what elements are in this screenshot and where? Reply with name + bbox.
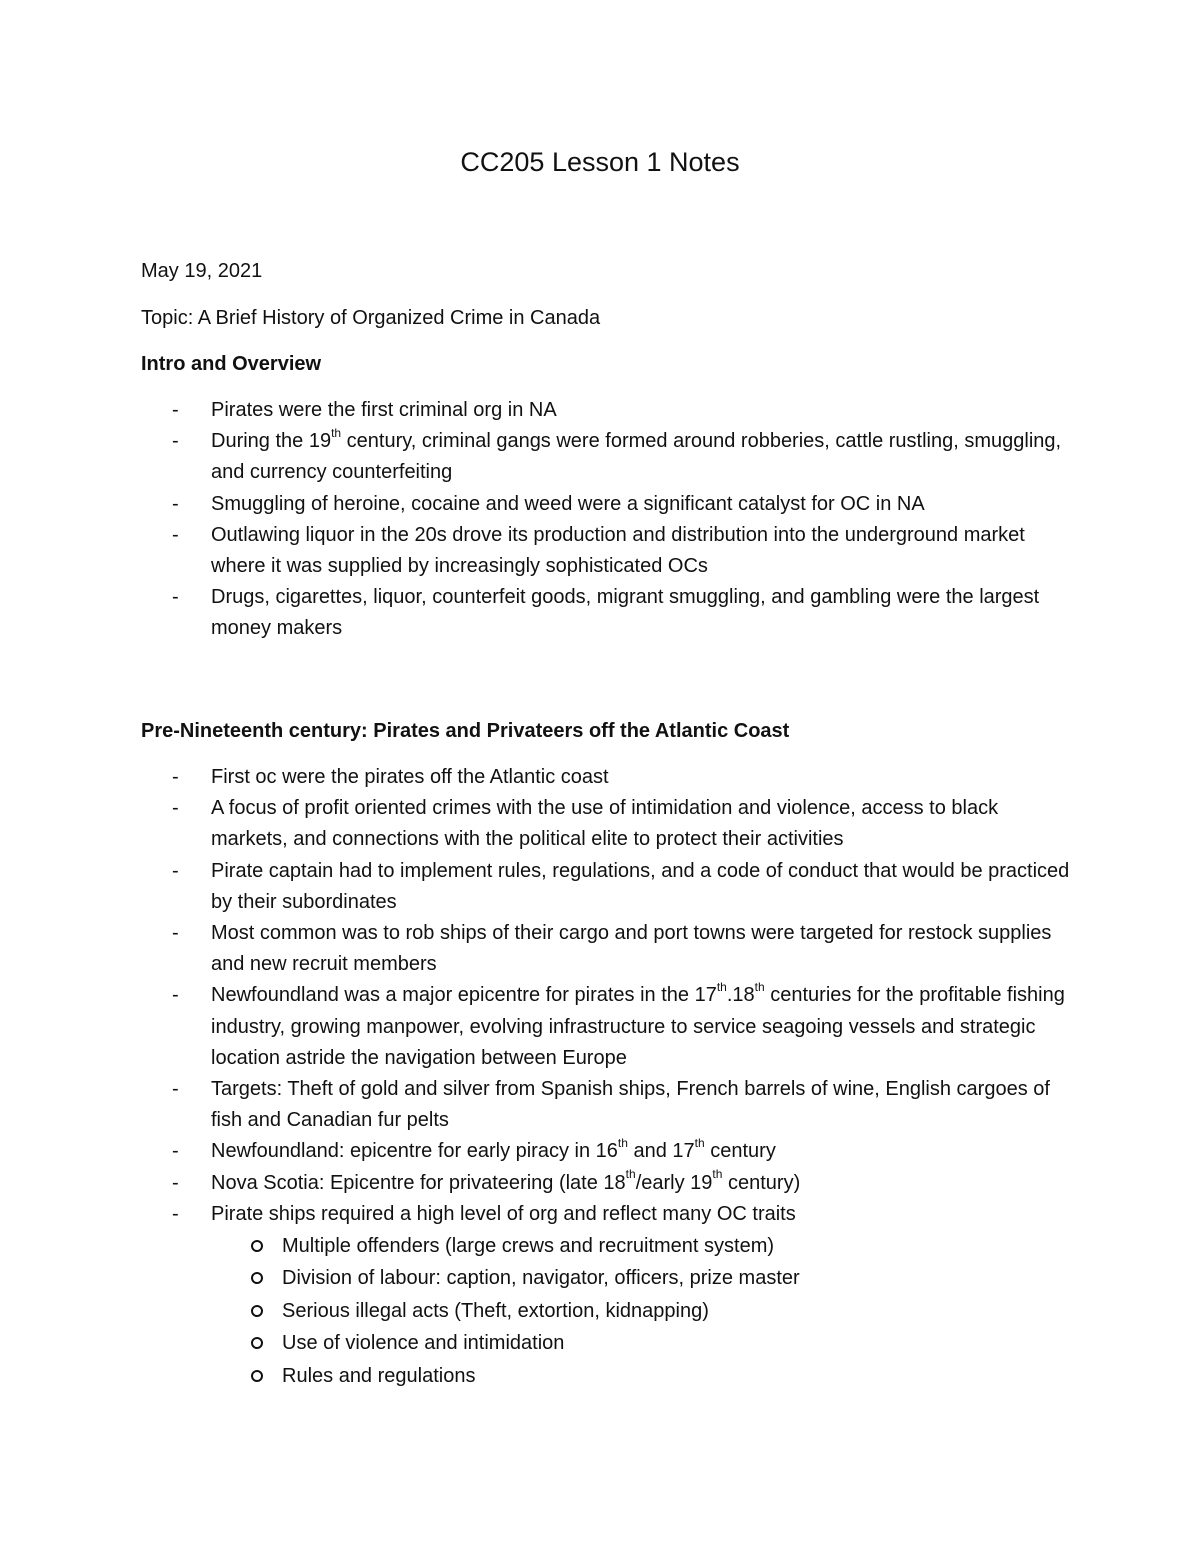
list-item-text: Smuggling of heroine, cocaine and weed were a significant catalyst for OC in NA (211, 492, 925, 515)
pirates-bullet-list (172, 762, 1072, 1392)
list-item-text: Newfoundland: epicentre for early piracy in 16 (211, 1140, 618, 1163)
document-title: CC205 Lesson 1 Notes (460, 147, 740, 177)
dash-bullet: - (172, 984, 179, 1007)
dash-bullet: - (172, 430, 179, 453)
list-item-text: Nova Scotia: Epicentre for privateering (late 18 (211, 1171, 626, 1194)
list-item-text: Targets: Theft of gold and silver from Spanish ships, French barrels of wine, English cargoes of fish and Canadian fur pelts (211, 1078, 1050, 1132)
list-item-text: Pirate ships required a high level of org and reflect many OC traits (211, 1202, 796, 1225)
list-item-text: century (704, 1140, 776, 1163)
list-item (172, 582, 1072, 644)
superscript: th (712, 1166, 723, 1181)
list-item-text: century) (722, 1171, 801, 1194)
list-item-text: .18 (726, 984, 755, 1007)
list-item (172, 918, 1072, 980)
list-item-text: century, criminal gangs were formed around robberies, cattle rustling, smuggling, and currency counterfeiting (211, 430, 1062, 484)
sub-list-item-text: Rules and regulations (282, 1364, 476, 1387)
sub-list-item (211, 1295, 1072, 1327)
dash-bullet: - (172, 766, 179, 788)
sub-list-item-text: Serious illegal acts (Theft, extortion, kidnapping) (282, 1299, 709, 1322)
topic-line: Topic: A Brief History of Organized Crime in Canada (141, 307, 601, 329)
dash-bullet: - (172, 1078, 179, 1101)
dash-bullet: - (172, 1171, 179, 1194)
section-heading-intro: Intro and Overview (141, 353, 322, 375)
dash-bullet: - (172, 586, 179, 609)
circle-bullet-icon (251, 1370, 263, 1382)
sub-list-item-text: Division of labour: caption, navigator, officers, prize master (282, 1267, 800, 1290)
superscript: th (625, 1166, 636, 1181)
sub-list-item (211, 1262, 1072, 1294)
list-item-text: Drugs, cigarettes, liquor, counterfeit goods, migrant smuggling, and gambling were the largest money makers (211, 586, 1040, 640)
list-item-text: A focus of profit oriented crimes with the use of intimidation and violence, access to black markets, and connections with the political elite to protect their activities (211, 797, 999, 851)
list-item (172, 1136, 1072, 1167)
list-item (172, 856, 1072, 918)
circle-bullet-icon (251, 1337, 263, 1349)
list-item (172, 520, 1072, 582)
list-item-text: Pirates were the first criminal org in NA (211, 399, 557, 421)
dash-bullet: - (172, 1140, 179, 1163)
sub-list-item (211, 1230, 1072, 1262)
superscript: th (331, 425, 342, 440)
dash-bullet: - (172, 523, 179, 546)
dash-bullet: - (172, 492, 179, 515)
dash-bullet: - (172, 797, 179, 820)
section-heading-pre-nineteenth: Pre-Nineteenth century: Pirates and Privateers off the Atlantic Coast (141, 720, 790, 742)
list-item-text: Outlawing liquor in the 20s drove its production and distribution into the underground market where it was supplied by increasingly sophisticated OCs (211, 523, 1025, 578)
superscript: th (716, 979, 727, 994)
list-item (172, 426, 1072, 488)
list-item (172, 762, 1072, 793)
dash-bullet: - (172, 922, 179, 945)
sub-list-item (211, 1327, 1072, 1359)
list-item-text: Pirate captain had to implement rules, regulations, and a code of conduct that would be practiced by their subordinates (211, 859, 1070, 913)
circle-bullet-icon (251, 1272, 263, 1284)
list-item-text: /early 19 (635, 1171, 713, 1194)
list-item-text: Newfoundland was a major epicentre for pirates in the 17 (211, 984, 717, 1007)
circle-bullet-icon (251, 1305, 263, 1317)
sub-list-item (211, 1360, 1072, 1392)
list-item (172, 1199, 1072, 1392)
dash-bullet: - (172, 859, 179, 882)
list-item-text: centuries for the profitable fishing industry, growing manpower, evolving infrastructure to service seagoing vessels and strategic location astride the navigation between Europe (211, 984, 1065, 1069)
traits-sub-list (211, 1230, 1072, 1392)
list-item (172, 980, 1072, 1074)
date-line: May 19, 2021 (141, 260, 263, 282)
list-item-text: First oc were the pirates off the Atlantic coast (211, 766, 609, 788)
list-item-text: During the 19 (211, 430, 332, 453)
circle-bullet-icon (251, 1240, 263, 1252)
superscript: th (754, 979, 765, 994)
list-item (172, 793, 1072, 855)
superscript: th (617, 1135, 628, 1150)
list-item (172, 1168, 1072, 1199)
list-item-text: Most common was to rob ships of their cargo and port towns were targeted for restock supplies and new recruit members (211, 922, 1052, 976)
list-item (172, 1074, 1072, 1136)
list-item (172, 489, 1072, 520)
list-item-text: and 17 (627, 1140, 695, 1163)
dash-bullet: - (172, 1202, 179, 1225)
intro-bullet-list (172, 395, 1072, 645)
sub-list-item-text: Multiple offenders (large crews and recruitment system) (282, 1235, 775, 1258)
list-item (172, 395, 1072, 426)
sub-list-item-text: Use of violence and intimidation (282, 1332, 565, 1355)
superscript: th (694, 1135, 705, 1150)
dash-bullet: - (172, 399, 179, 421)
